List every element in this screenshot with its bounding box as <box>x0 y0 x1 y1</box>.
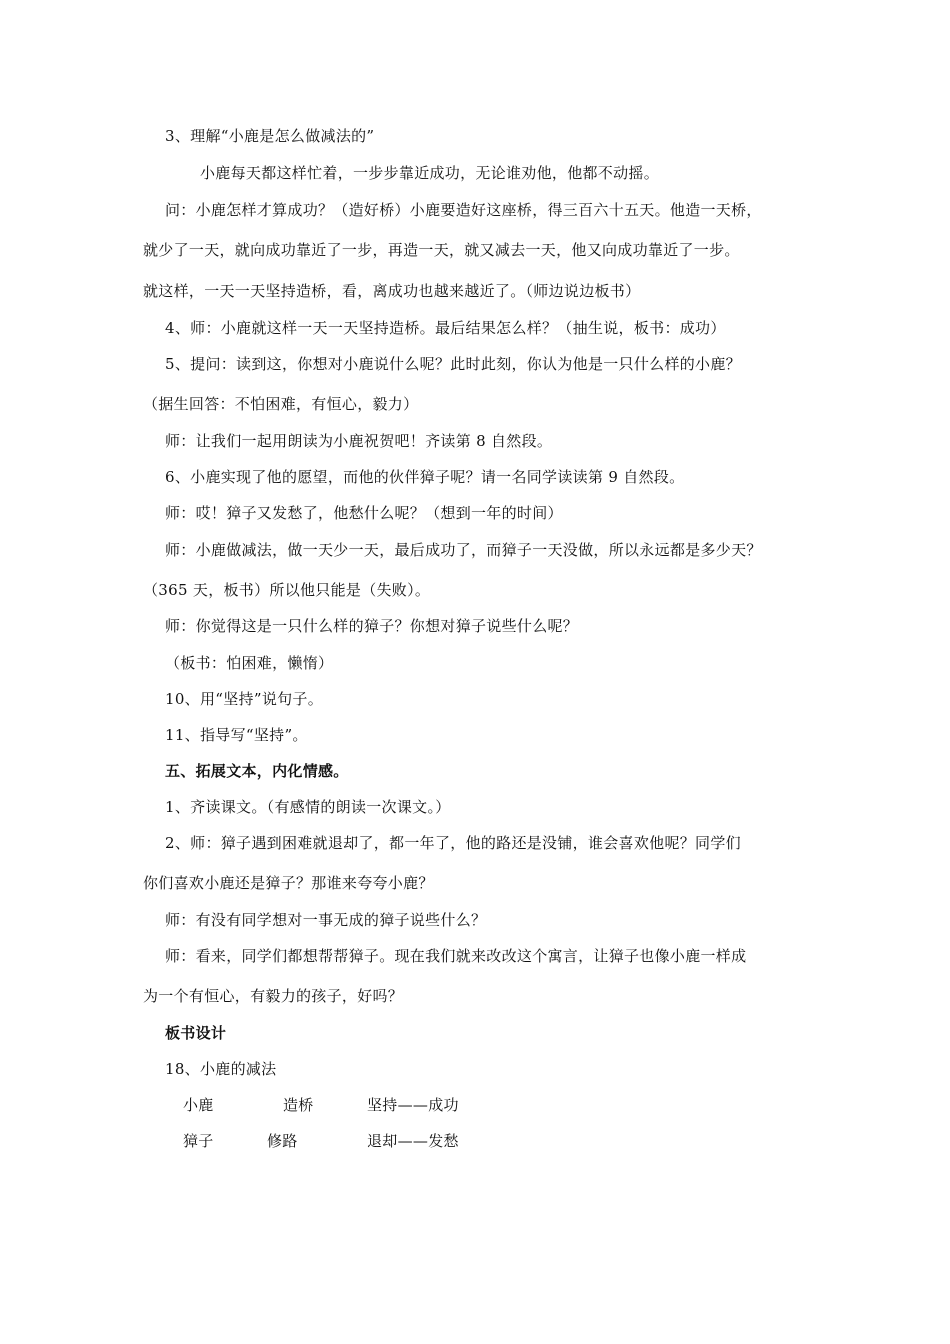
paragraph-line: 问：小鹿怎样才算成功？（造好桥）小鹿要造好这座桥，得三百六十五天。他造一天桥， <box>165 201 762 219</box>
board-title: 18、小鹿的减法 <box>165 1060 277 1078</box>
paragraph-line: 为一个有恒心，有毅力的孩子，好吗？ <box>143 987 404 1005</box>
paragraph-line: （365 天，板书）所以他只能是（失败）。 <box>143 581 431 599</box>
step-10-line: 10、用“坚持”说句子。 <box>165 690 324 708</box>
paragraph-line: 师：有没有同学想对一事无成的獐子说些什么？ <box>165 911 487 929</box>
paragraph-line: 师：小鹿做减法，做一天少一天，最后成功了，而獐子一天没做，所以永远都是多少天？ <box>165 541 762 559</box>
paragraph-line: 就少了一天，就向成功靠近了一步，再造一天，就又减去一天，他又向成功靠近了一步。 <box>143 241 740 259</box>
board-design-heading: 板书设计 <box>165 1024 227 1042</box>
paragraph-line: 小鹿每天都这样忙着，一步步靠近成功，无论谁劝他，他都不动摇。 <box>200 164 660 182</box>
paragraph-line: 师：看来，同学们都想帮帮獐子。现在我们就来改改这个寓言，让獐子也像小鹿一样成 <box>165 947 747 965</box>
board-row1-col1: 小鹿 <box>183 1096 214 1114</box>
paragraph-line: 师：哎！獐子又发愁了，他愁什么呢？（想到一年的时间） <box>165 504 563 522</box>
step-6-line: 6、小鹿实现了他的愿望，而他的伙伴獐子呢？请一名同学读读第 9 自然段。 <box>165 468 685 486</box>
board-row1-col3: 坚持——成功 <box>367 1096 459 1114</box>
board-row2-col1: 獐子 <box>183 1132 214 1150</box>
step-4-line: 4、师：小鹿就这样一天一天坚持造桥。最后结果怎么样？（抽生说，板书：成功） <box>165 319 726 337</box>
step-3-heading: 3、理解“小鹿是怎么做减法的” <box>165 127 375 145</box>
paragraph-line: （据生回答：不怕困难，有恒心，毅力） <box>143 395 419 413</box>
paragraph-line: 师：让我们一起用朗读为小鹿祝贺吧！齐读第 8 自然段。 <box>165 432 553 450</box>
board-row2-col3: 退却——发愁 <box>367 1132 459 1150</box>
step-5-line: 5、提问：读到这，你想对小鹿说什么呢？此时此刻，你认为他是一只什么样的小鹿？ <box>165 355 741 373</box>
section-5-heading: 五、拓展文本，内化情感。 <box>165 762 349 780</box>
paragraph-line: （板书：怕困难，懒惰） <box>165 654 334 672</box>
paragraph-line: 你们喜欢小鹿还是獐子？那谁来夸夸小鹿？ <box>143 874 434 892</box>
paragraph-line: 1、齐读课文。（有感情的朗读一次课文。） <box>165 798 451 816</box>
board-row2-col2: 修路 <box>267 1132 298 1150</box>
paragraph-line: 就这样，一天一天坚持造桥，看，离成功也越来越近了。（师边说边板书） <box>143 282 641 300</box>
step-11-line: 11、指导写“坚持”。 <box>165 726 308 744</box>
paragraph-line: 2、师：獐子遇到困难就退却了，都一年了，他的路还是没铺，谁会喜欢他呢？同学们 <box>165 834 741 852</box>
paragraph-line: 师：你觉得这是一只什么样的獐子？你想对獐子说些什么呢？ <box>165 617 579 635</box>
board-row1-col2: 造桥 <box>283 1096 314 1114</box>
